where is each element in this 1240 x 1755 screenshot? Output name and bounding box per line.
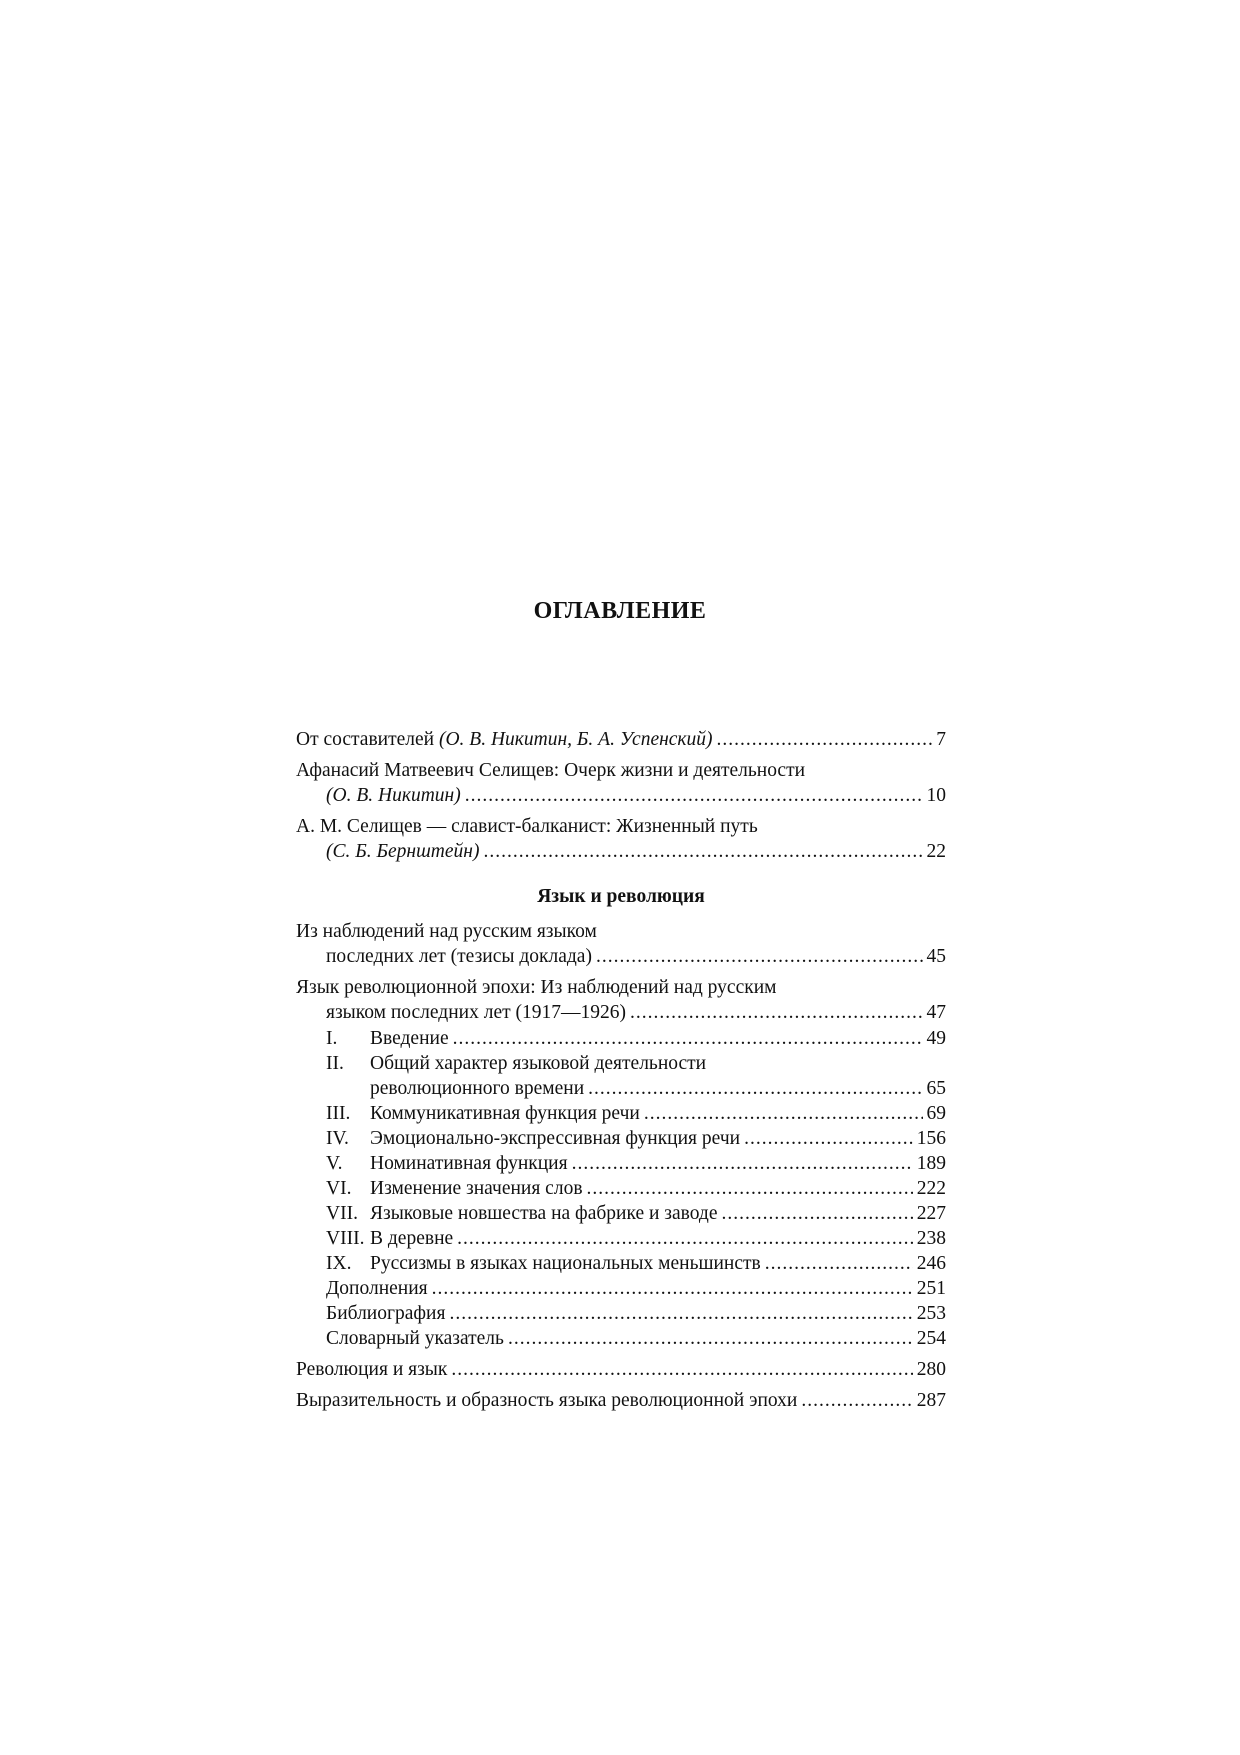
chapter-title: Эмоционально-экспрессивная функция речи bbox=[370, 1128, 741, 1149]
leader-dots bbox=[801, 1388, 912, 1413]
toc-entry-expressiveness[interactable] bbox=[296, 1388, 946, 1413]
entry-title: Афанасий Матвеевич Селищев: Очерк жизни и деятельности bbox=[296, 760, 806, 781]
page-number: 69 bbox=[926, 1103, 946, 1124]
chapter-item[interactable] bbox=[296, 1226, 946, 1251]
chapter-title-cont: революционного времени bbox=[370, 1078, 585, 1099]
chapter-number: I. bbox=[326, 1028, 338, 1049]
chapter-item[interactable] bbox=[296, 1026, 946, 1051]
chapter-number: II. bbox=[326, 1053, 344, 1074]
entry-author: (О. В. Никитин, Б. А. Успенский) bbox=[438, 729, 713, 750]
entry-title-cont: последних лет (тезисы доклада) bbox=[326, 946, 592, 967]
leader-dots bbox=[765, 1251, 913, 1276]
toc-entry-revolution-language[interactable] bbox=[296, 975, 946, 1351]
leader-dots bbox=[508, 1326, 913, 1351]
entry-title-cont: языком последних лет (1917—1926) bbox=[326, 1002, 626, 1023]
leader-dots bbox=[465, 783, 923, 808]
entry-title: Выразительность и образность языка революционной эпохи bbox=[296, 1390, 798, 1411]
chapter-title: Языковые новшества на фабрике и заводе bbox=[370, 1203, 718, 1224]
chapter-item[interactable] bbox=[296, 1051, 946, 1101]
chapter-number: VII. bbox=[326, 1203, 358, 1224]
chapter-number: IV. bbox=[326, 1128, 349, 1149]
chapter-item[interactable] bbox=[296, 1201, 946, 1226]
page-number: 222 bbox=[916, 1178, 946, 1199]
leader-dots bbox=[587, 1176, 913, 1201]
chapter-number: V. bbox=[326, 1153, 343, 1174]
chapter-item[interactable] bbox=[296, 1251, 946, 1276]
page-number: 254 bbox=[916, 1328, 946, 1349]
table-of-contents bbox=[296, 727, 946, 1413]
entry-author: (С. Б. Бернштейн) bbox=[326, 841, 480, 862]
leader-dots bbox=[432, 1276, 913, 1301]
toc-entry-biography[interactable] bbox=[296, 758, 946, 808]
chapter-item[interactable] bbox=[296, 1101, 946, 1126]
chapter-title: В деревне bbox=[370, 1228, 454, 1249]
page-number: 253 bbox=[916, 1303, 946, 1324]
chapter-list bbox=[296, 1026, 946, 1351]
page-number: 227 bbox=[916, 1203, 946, 1224]
appendix-item-bibliography[interactable] bbox=[296, 1301, 946, 1326]
page-number: 7 bbox=[936, 729, 946, 750]
entry-title: От составителей bbox=[296, 729, 435, 750]
page-number: 246 bbox=[916, 1253, 946, 1274]
chapter-item[interactable] bbox=[296, 1176, 946, 1201]
page-number: 45 bbox=[926, 946, 946, 967]
page-number: 49 bbox=[926, 1028, 946, 1049]
page-number: 65 bbox=[926, 1078, 946, 1099]
page-number: 238 bbox=[916, 1228, 946, 1249]
appendix-item-additions[interactable] bbox=[296, 1276, 946, 1301]
leader-dots bbox=[744, 1126, 913, 1151]
toc-entry-compilers[interactable] bbox=[296, 727, 946, 752]
leader-dots bbox=[449, 1301, 912, 1326]
leader-dots bbox=[630, 1000, 923, 1025]
leader-dots bbox=[572, 1151, 913, 1176]
page-number: 189 bbox=[916, 1153, 946, 1174]
page-title: ОГЛАВЛЕНИЕ bbox=[533, 598, 707, 624]
page-number: 287 bbox=[916, 1390, 946, 1411]
leader-dots bbox=[588, 1076, 922, 1101]
page-number: 22 bbox=[926, 841, 946, 862]
chapter-number: IX. bbox=[326, 1253, 352, 1274]
page-number: 251 bbox=[916, 1278, 946, 1299]
page-number: 156 bbox=[916, 1128, 946, 1149]
leader-dots bbox=[721, 1201, 912, 1226]
leader-dots bbox=[717, 727, 933, 752]
page-number: 47 bbox=[926, 1002, 946, 1023]
entry-title: Из наблюдений над русским языком bbox=[296, 921, 597, 942]
chapter-title: Изменение значения слов bbox=[370, 1178, 583, 1199]
entry-author: (О. В. Никитин) bbox=[326, 785, 461, 806]
appendix-title: Словарный указатель bbox=[326, 1328, 504, 1349]
chapter-title: Коммуникативная функция речи bbox=[370, 1103, 640, 1124]
chapter-number: III. bbox=[326, 1103, 351, 1124]
leader-dots bbox=[453, 1026, 923, 1051]
appendix-title: Библиография bbox=[326, 1303, 446, 1324]
toc-entry-revolution-and-language[interactable] bbox=[296, 1357, 946, 1382]
chapter-title: Общий характер языковой деятельности bbox=[370, 1053, 707, 1074]
appendix-title: Дополнения bbox=[326, 1278, 428, 1299]
chapter-item[interactable] bbox=[296, 1151, 946, 1176]
leader-dots bbox=[596, 944, 923, 969]
leader-dots bbox=[483, 839, 922, 864]
leader-dots bbox=[451, 1357, 912, 1382]
toc-entry-slavist[interactable] bbox=[296, 814, 946, 864]
chapter-title: Руссизмы в языках национальных меньшинств bbox=[370, 1253, 761, 1274]
leader-dots bbox=[644, 1101, 923, 1126]
chapter-title: Номинативная функция bbox=[370, 1153, 568, 1174]
appendix-item-index[interactable] bbox=[296, 1326, 946, 1351]
entry-title: А. М. Селищев — славист-балканист: Жизненный путь bbox=[296, 816, 758, 837]
toc-entry-theses[interactable] bbox=[296, 919, 946, 969]
entry-title: Революция и язык bbox=[296, 1359, 448, 1380]
chapter-number: VI. bbox=[326, 1178, 352, 1199]
chapter-title: Введение bbox=[370, 1028, 449, 1049]
page-number: 280 bbox=[916, 1359, 946, 1380]
chapter-number: VIII. bbox=[326, 1228, 365, 1249]
chapter-item[interactable] bbox=[296, 1126, 946, 1151]
page-number: 10 bbox=[926, 785, 946, 806]
entry-title: Язык революционной эпохи: Из наблюдений над русским bbox=[296, 977, 777, 998]
leader-dots bbox=[457, 1226, 913, 1251]
section-heading: Язык и революция bbox=[537, 886, 705, 907]
